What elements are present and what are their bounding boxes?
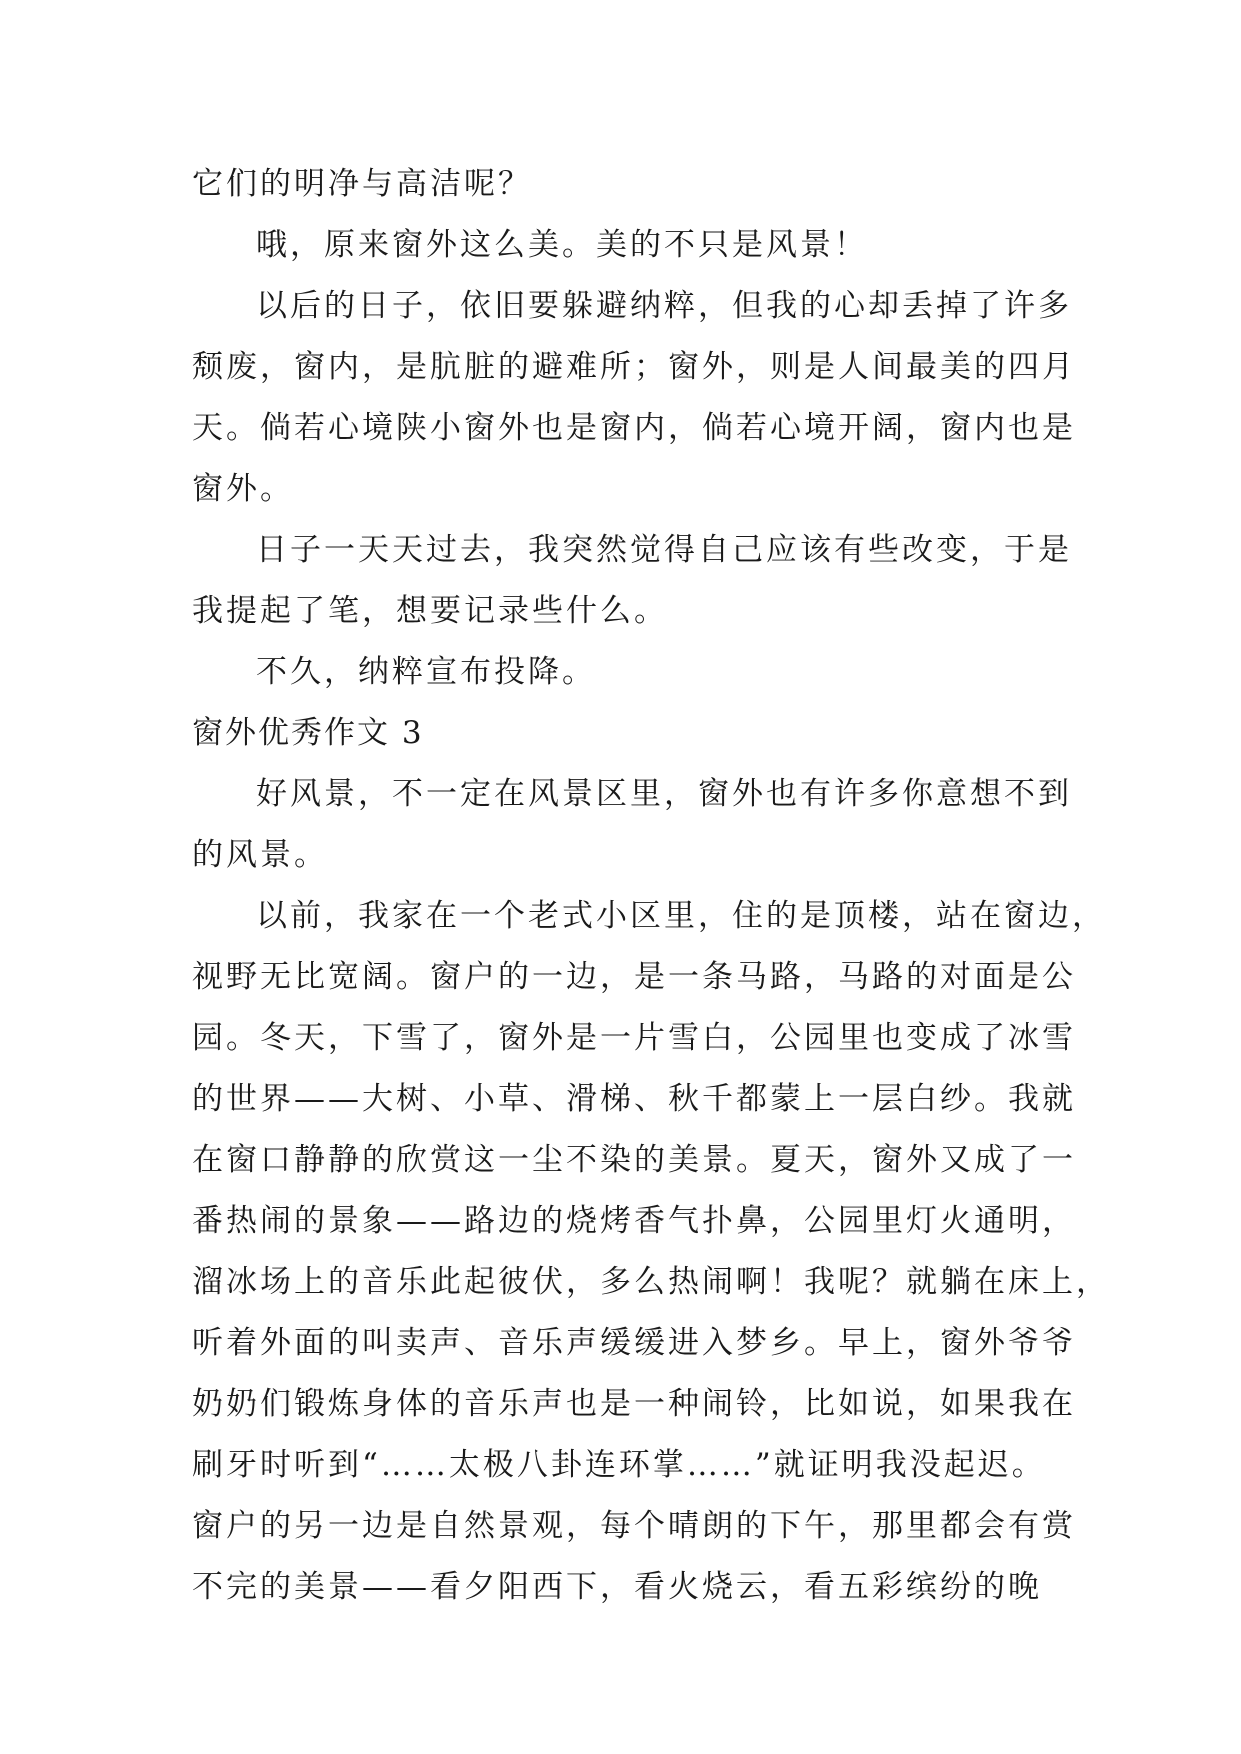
text-line: 不久，纳粹宣布投降。: [256, 654, 596, 690]
text-line: 视野无比宽阔。窗户的一边，是一条马路，马路的对面是公: [192, 959, 1076, 995]
text-line: 哦，原来窗外这么美。美的不只是风景！: [256, 227, 868, 263]
text-line: 我提起了笔，想要记录些什么。: [192, 593, 668, 629]
text-line: 以前，我家在一个老式小区里，住的是顶楼，站在窗边，: [256, 898, 1106, 934]
text-line: 窗外。: [192, 471, 294, 507]
text-line: 不完的美景——看夕阳西下，看火烧云，看五彩缤纷的晚: [192, 1569, 1042, 1605]
text-line: 它们的明净与高洁呢？: [192, 166, 532, 202]
text-line: 的世界——大树、小草、滑梯、秋千都蒙上一层白纱。我就: [192, 1081, 1076, 1117]
section-heading: 窗外优秀作文 3: [192, 715, 424, 751]
text-line: 的风景。: [192, 837, 328, 873]
text-line: 窗户的另一边是自然景观，每个晴朗的下午，那里都会有赏: [192, 1508, 1076, 1544]
text-line: 以后的日子，依旧要躲避纳粹，但我的心却丢掉了许多: [256, 288, 1072, 324]
text-line: 溜冰场上的音乐此起彼伏，多么热闹啊！我呢？就躺在床上，: [192, 1264, 1110, 1300]
text-line: 天。倘若心境陕小窗外也是窗内，倘若心境开阔，窗内也是: [192, 410, 1076, 446]
text-line: 刷牙时听到“……太极八卦连环掌……”就证明我没起迟。: [192, 1447, 1046, 1483]
text-line: 颓废，窗内，是肮脏的避难所；窗外，则是人间最美的四月: [192, 349, 1076, 385]
text-line: 在窗口静静的欣赏这一尘不染的美景。夏天，窗外又成了一: [192, 1142, 1076, 1178]
text-line: 园。冬天，下雪了，窗外是一片雪白，公园里也变成了冰雪: [192, 1020, 1076, 1056]
text-line: 日子一天天过去，我突然觉得自己应该有些改变，于是: [256, 532, 1072, 568]
document-page: [192, 154, 1110, 1618]
text-line: 好风景，不一定在风景区里，窗外也有许多你意想不到: [256, 776, 1072, 812]
text-line: 番热闹的景象——路边的烧烤香气扑鼻，公园里灯火通明，: [192, 1203, 1076, 1239]
text-line: 听着外面的叫卖声、音乐声缓缓进入梦乡。早上，窗外爷爷: [192, 1325, 1076, 1361]
text-line: 奶奶们锻炼身体的音乐声也是一种闹铃，比如说，如果我在: [192, 1386, 1076, 1422]
